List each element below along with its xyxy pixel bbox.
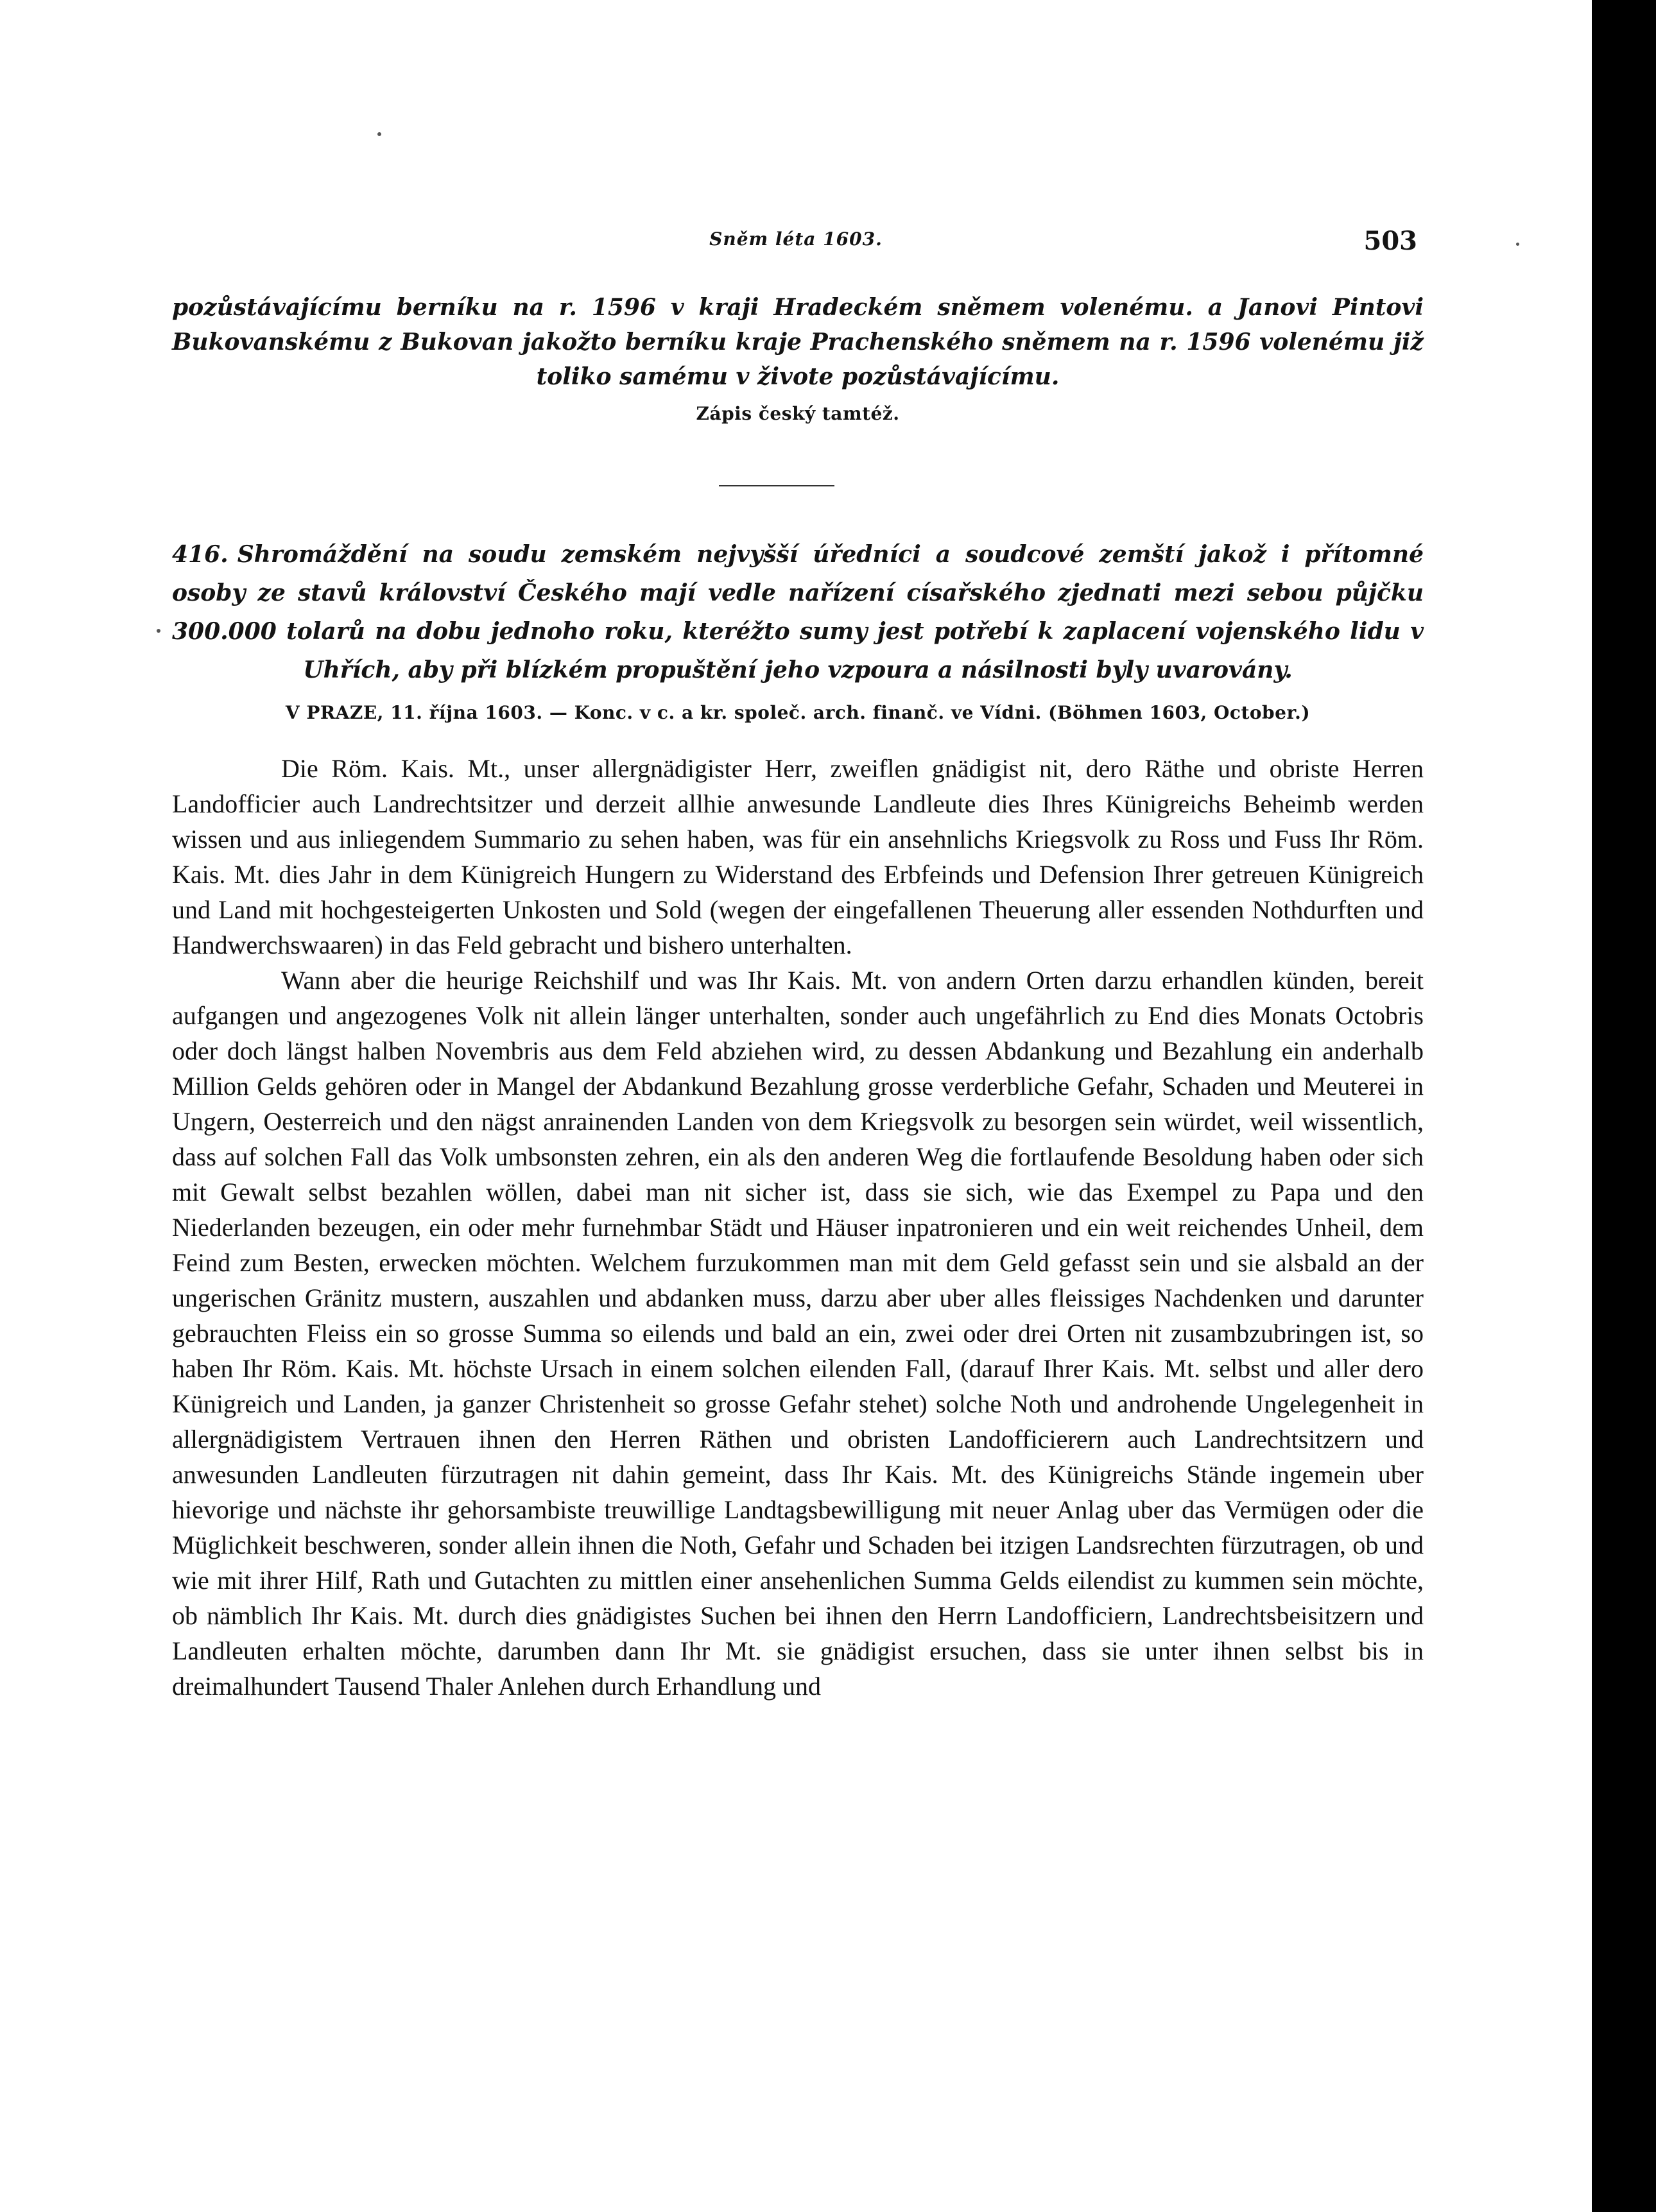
section-divider xyxy=(719,485,834,486)
running-head xyxy=(0,226,1592,264)
page-number: 503 xyxy=(1363,226,1417,256)
previous-entry-heading: pozůstávajícímu berníku na r. 1596 v kraji Hradeckém sněmem volenému. a Janovi Pintovi Bukovanskému z Bukovan jakožto berníku kraje Prachenského sněmem na r. 1596 volenému již toliko samému v živote pozůstávajícímu. xyxy=(172,294,1424,390)
document-body xyxy=(172,751,1424,1704)
running-title: Sněm léta 1603. xyxy=(709,228,883,250)
body-paragraph: Die Röm. Kais. Mt., unser allergnädigister Herr, zweiflen gnädigist nit, dero Räthe und obriste Herren Landofficier auch Landrechtsitzer und derzeit allhie anwesunde Landleute dies Ihres Künigreichs Beheimb werden wissen und aus inliegendem Summario zu sehen haben, was für ein ansehnlichs Kriegsvolk zu Ross und Fuss Ihr Röm. Kais. Mt. dies Jahr in dem Künigreich Hungern zu Widerstand des Erbfeinds und Defension Ihrer getreuen Künigreich und Land mit hochgesteigerten Unkosten und Sold (wegen der eingefallenen Theuerung aller essenden Nothdurften und Handwerchswaaren) in das Feld gebracht und bishero unterhalten. xyxy=(172,754,1424,959)
source-archive: — Konc. v c. a kr. společ. arch. finanč. ve Vídni. (Böhmen 1603, October.) xyxy=(549,702,1311,723)
scan-dust-speck xyxy=(377,132,381,136)
document-heading xyxy=(172,535,1424,689)
previous-entry-source: Zápis český tamtéž. xyxy=(696,403,900,424)
document-source xyxy=(172,702,1424,723)
document-number: 416. xyxy=(172,541,229,568)
scan-dust-speck xyxy=(157,629,160,633)
document-heading-text: Shromáždění na soudu zemském nejvyšší úředníci a soudcové zemští jakož i přítomné osoby ze stavů království Českého mají vedle nařízení císařského zjednati mezi sebou půjčku 300.000 tolarů na dobu jednoho roku, kteréžto sumy jest potřebí k zaplacení vojenského lidu v Uhřích, aby při blízkém propuštění jeho vzpoura a násilnosti byly uvarovány. xyxy=(172,541,1424,683)
body-paragraph: Wann aber die heurige Reichshilf und was Ihr Kais. Mt. von andern Orten darzu erhandlen künden, bereit aufgangen und angezogenes Volk nit allein länger unterhalten, sonder auch ungefährlich zu End dies Monats Octobris oder doch längst halben Novembris aus dem Feld abziehen wird, zu dessen Abdankung und Bezahlung ein anderhalb Million Gelds gehören oder in Mangel der Abdankund Bezahlung grosse verderbliche Gefahr, Schaden und Meuterei in Ungern, Oesterreich und den nägst anrainenden Landen von dem Kriegsvolk zu besorgen sein würdet, weil wissentlich, dass auf solchen Fall das Volk umbsonsten zehren, ein als den anderen Weg die fortlaufende Besoldung haben oder sich mit Gewalt selbst bezahlen wöllen, dabei man nit sicher ist, dass sie sich, wie das Exempel zu Papa und den Niederlanden bezeugen, ein oder mehr furnehmbar Städt und Häuser inpatronieren und ein weit reichendes Unheil, dem Feind zum Besten, erwecken möchten. Welchem furzukommen man mit dem Geld gefasst sein und sie alsbald an der ungerischen Gränitz mustern, auszahlen und abdanken muss, darzu aber uber alles fleissiges Nachdenken und darunter gebrauchten Fleiss ein so grosse Summa so eilends und bald an ein, zwei oder drei Orten nit zusambzubringen ist, so haben Ihr Röm. Kais. Mt. höchste Ursach in einem solchen eilenden Fall, (darauf Ihrer Kais. Mt. selbst und aller dero Künigreich und Landen, ja ganzer Christenheit so grosse Gefahr stehet) solche Noth und androhende Ungelegenheit in allergnädigistem Vertrauen ihnen den Herren Räthen und obristen Landofficierern auch Landrechtsitzern und anwesunden Landleuten fürzutragen nit dahin gemeint, dass Ihr Kais. Mt. des Künigreichs Stände ingemein uber hievorige und nächste ihr gehorsambiste treuwillige Landtagsbewilligung mit neuer Anlag uber das Vermügen oder die Müglichkeit beschweren, sonder allein ihnen die Noth, Gefahr und Schaden bei itzigen Landsrechten fürzutragen, ob und wie mit ihrer Hilf, Rath und Gutachten zu mittlen einer ansehenlichen Summa Gelds eilendist zu kummen sein möchte, ob nämblich Ihr Kais. Mt. durch dies gnädigistes Suchen bei ihnen den Herrn Landofficiern, Landrechtsbeisitzern und Landleuten erhalten möchte, darumben dann Ihr Mt. sie gnädigist ersuchen, dass sie unter ihnen selbst bis in dreimalhundert Tausend Thaler Anlehen durch Erhandlung und xyxy=(172,966,1424,1701)
source-place-date: V PRAZE, 11. října 1603. xyxy=(285,702,543,723)
